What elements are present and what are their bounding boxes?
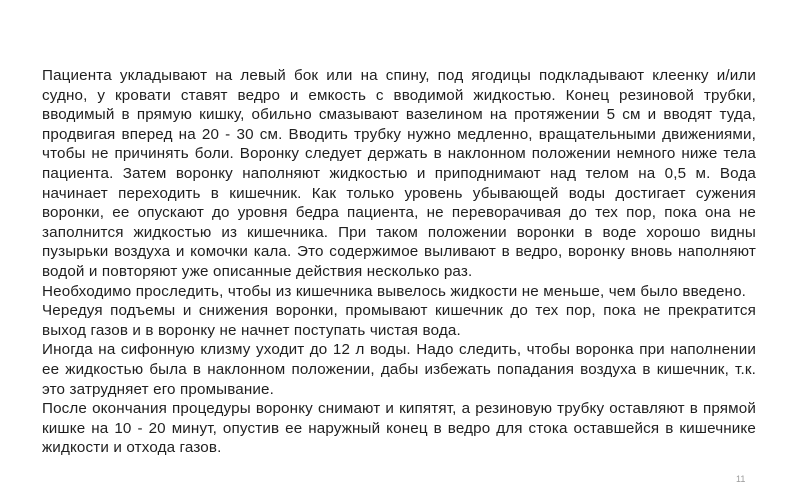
paragraph-alternating: Чередуя подъемы и снижения воронки, промывают кишечник до тех пор, пока не прекратится выход газов и в воронку не начнет поступать чистая вода. [42, 302, 756, 339]
paragraph-water-volume: Иногда на сифонную клизму уходит до 12 л воды. Надо следить, чтобы воронка при наполнении ее жидкостью была в наклонном положении, дабы избежать попадания воздуха в кишечник, т.к. это затрудняет его промывание. [42, 341, 756, 398]
slide-number: 11 [736, 474, 746, 484]
paragraph-after-procedure: После окончания процедуры воронку снимают и кипятят, а резиновую трубку оставляют в прямой кишке на 10 - 20 минут, опустив ее наружный конец в ведро для стока оставшейся в кишечнике жидкости и отхода газов. [42, 400, 756, 457]
slide-text-body [42, 66, 756, 458]
paragraph-procedure: Пациента укладывают на левый бок или на спину, под ягодицы подкладывают клеенку и/или судно, у кровати ставят ведро и емкость с вводимой жидкостью. Конец резиновой трубки, вводимый в прямую кишку, обильно смазывают вазелином на протяжении 5 см и вводят туда, продвигая вперед на 20 - 30 см. Вводить трубку нужно медленно, вращательными движениями, чтобы не причинять боли. Воронку следует держать в наклонном положении немного ниже тела пациента. Затем воронку наполняют жидкостью и приподнимают над телом на 0,5 м. Вода начинает переходить в кишечник. Как только уровень убывающей воды достигает сужения воронки, ее опускают до уровня бедра пациента, не переворачивая до тех пор, пока она не заполнится жидкостью из кишечника. При таком положении воронки в воде хорошо видны пузырьки воздуха и комочки кала. Это содержимое выливают в ведро, воронку вновь наполняют водой и повторяют уже описанные действия несколько раз. [42, 67, 756, 280]
paragraph-fluid-check: Необходимо проследить, чтобы из кишечника вывелось жидкости не меньше, чем было введено. [42, 282, 747, 300]
